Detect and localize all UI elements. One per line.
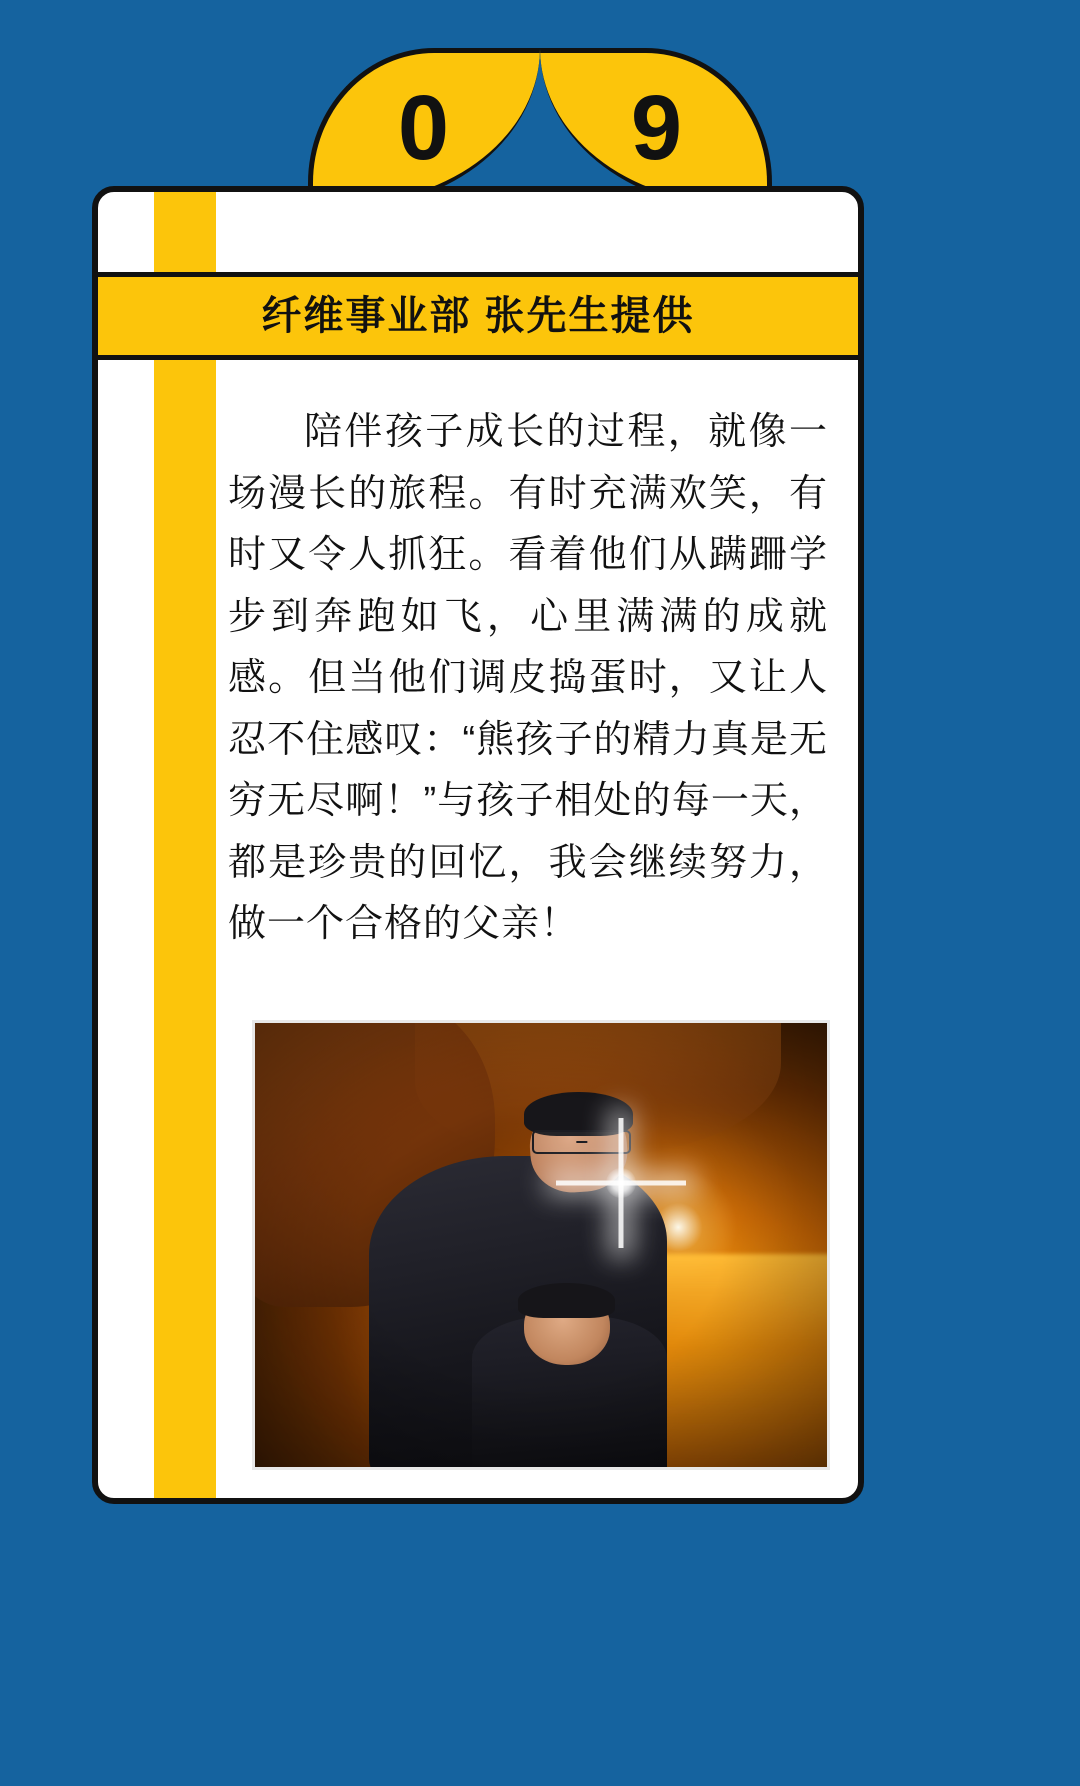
article-content <box>228 388 828 956</box>
badge-digit-right: 9 <box>630 77 683 179</box>
content-card <box>92 186 864 1504</box>
article-body-text: 陪伴孩子成长的过程，就像一场漫长的旅程。有时充满欢笑，有时又令人抓狂。看着他们从蹒跚学步到奔跑如飞，心里满满的成就感。但当他们调皮捣蛋时，又让人忍不住感叹：“熊孩子的精力真是无穷无尽啊！”与孩子相处的每一天，都是珍贵的回忆，我会继续努力，做一个合格的父亲！ <box>228 411 828 946</box>
badge-leaf-right <box>540 48 772 208</box>
card-title: 纤维事业部 张先生提供 <box>261 294 695 338</box>
badge-digit-left: 0 <box>397 77 450 179</box>
title-band <box>98 272 858 360</box>
photo-frame <box>252 1020 830 1470</box>
photo-image <box>255 1023 827 1467</box>
vertical-accent-stripe <box>154 192 216 1498</box>
badge-leaf-left <box>308 48 540 208</box>
photo-vignette <box>255 1023 827 1467</box>
